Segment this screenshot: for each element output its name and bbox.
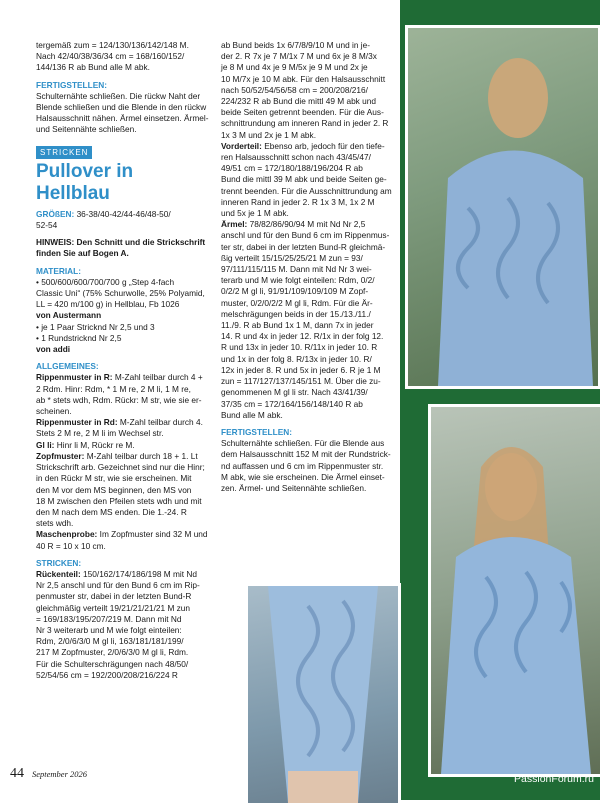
col2-line: ren Halsausschnitt schon nach 43/45/47/ xyxy=(221,152,371,163)
col2-line: 49/51 cm = 172/180/188/196/204 R ab xyxy=(221,163,363,174)
allgemein-line: Stets 2 M re, 2 M li im Wechsel str. xyxy=(36,428,164,439)
material-heading: MATERIAL: xyxy=(36,265,82,276)
col2-line: 1x 3 M und 2x je 1 M abk. xyxy=(221,129,317,140)
col2-line: Ärmel: 78/82/86/90/94 M mit Nd Nr 2,5 xyxy=(221,219,366,230)
col2-line: inneren Rand in jeder 2. R 1x 3 M, 1x 2 M xyxy=(221,196,375,207)
sizes-values: 36-38/40-42/44-46/48-50/ xyxy=(74,208,171,219)
page-footer xyxy=(10,766,87,782)
col2-line: je 8 M und 4x je 9 M/5x je 9 M und 2x je xyxy=(221,62,368,73)
col2-line: 10 M/7x je 10 M abk. Für den Halsausschnitt xyxy=(221,73,386,84)
fertigstellen-heading: FERTIGSTELLEN: xyxy=(36,79,107,90)
model-photo-front xyxy=(428,404,600,777)
intro-line: tergemäß zum = 124/130/136/142/148 M. xyxy=(36,40,189,50)
allgemein-line: Zopfmuster: M-Zahl teilbar durch 18 + 1. Lt xyxy=(36,450,198,461)
allgemein-line: 40 R = 10 x 10 cm. xyxy=(36,540,106,551)
issue-date: September 2026 xyxy=(32,769,88,779)
allgemein-line: 18 M zwischen den Pfeilen stets wdh und mit xyxy=(36,495,202,506)
fertig-line: nd auffassen und 6 cm im Rippenmuster str. xyxy=(221,460,384,471)
allgemein-line: Gl li: Hinr li M, Rückr re M. xyxy=(36,439,135,450)
allgemein-line: scheinen. xyxy=(36,406,72,417)
allgemein-line: Rippenmuster in R: M-Zahl teilbar durch 4 + xyxy=(36,372,203,383)
col2-line: 11./9. R ab Bund 1x 1 M, dann 7x in jeder xyxy=(221,320,374,331)
allgemein-line: in den Rückr M str, wie sie erscheinen. Mit xyxy=(36,473,192,484)
material-line: Classic Uni“ (75% Schurwolle, 25% Polyamid, xyxy=(36,288,205,299)
model-photo-back xyxy=(405,25,600,389)
allgemein-line: Strickschrift arb. Gezeichnet sind nur die Hinr; xyxy=(36,462,205,473)
col2-line: trennt beenden. Für die Ausschnittrundung am xyxy=(221,185,392,196)
col2-line: 0/2/2 M gl li, 91/91/109/109/109 M Zopf- xyxy=(221,286,369,297)
stricken-line: Nr 3 weiterarb und M wie folgt einteilen: xyxy=(36,624,182,635)
col2-line: 97/111/115/115 M. Dann mit Nd Nr 3 wei- xyxy=(221,264,372,275)
intro-line: 144/136 R ab Bund alle M abk. xyxy=(36,62,150,73)
stricken-line: Rdm, 2/0/6/3/0 M gl li, 163/181/181/199/ xyxy=(36,636,184,647)
stricken-line: = 169/183/195/207/219 M. Dann mit Nd xyxy=(36,613,182,624)
col2-line: Bund alle M abk. xyxy=(221,409,283,420)
material-line: • 1 Rundstricknd Nr 2,5 xyxy=(36,332,122,343)
col2-line: 224/232 R ab Bund die mittl 49 M abk und xyxy=(221,96,376,107)
fertig-line: zen. Ärmel- und Seitennähte schließen. xyxy=(221,482,367,493)
sizes-line xyxy=(36,209,212,220)
material-line: • je 1 Paar Stricknd Nr 2,5 und 3 xyxy=(36,321,155,332)
col2-line: anschl und für den Bund 6 cm im Rippenmus- xyxy=(221,230,390,241)
allgemeines-heading: ALLGEMEINES: xyxy=(36,361,99,372)
stricken-line: 217 M Zopfmuster, 2/0/6/3/0 M gl li, Rdm. xyxy=(36,647,189,658)
fertig-line: M abk, wie sie erscheinen. Die Ärmel einset- xyxy=(221,471,385,482)
col2-line: nach 50/52/54/56/58 cm = 200/208/216/ xyxy=(221,84,368,95)
allgemein-line: 2 Rdm. Hinr: Rdm, * 1 M re, 2 M li, 1 M re, xyxy=(36,383,191,394)
fertig-line: Schulternähte schließen. Für die Blende aus xyxy=(221,438,385,449)
allgemein-line: stets wdh. xyxy=(36,518,74,529)
col2-line: ßig verteilt 15/15/25/25/21 M zun = 93/ xyxy=(221,252,363,263)
col2-line: R und 13x in jeder 10. R/11x in jeder 10. R xyxy=(221,342,378,353)
sleeve-detail-photo xyxy=(245,583,401,806)
sleeve-illustration xyxy=(248,586,398,803)
col2-line: zun = 117/127/137/145/151 M. Über die zu- xyxy=(221,376,381,387)
col2-line: muster, 0/2/0/2/2 M gl li, Rdm. Für die Är- xyxy=(221,297,373,308)
hinweis-line: finden Sie auf Bogen A. xyxy=(36,248,129,259)
model-front-illustration xyxy=(431,407,600,774)
col2-line: ter str, dabei in der letzten Bund-R gleichmä- xyxy=(221,241,386,252)
column-2 xyxy=(221,40,393,494)
fertig-line: Blende schließen und die Blende in den rückw xyxy=(36,102,207,113)
allgemein-line: den M nach dem MS enden. Die 1.-24. R xyxy=(36,506,187,517)
sweater-back-illustration xyxy=(408,28,598,386)
stricken-line: gleichmäßig verteilt 19/21/21/21/21 M zun xyxy=(36,602,191,613)
material-line: von Austermann xyxy=(36,310,102,321)
fertig-line: Halsausschnitt nähen. Ärmel einsetzen. Ärmel- xyxy=(36,113,209,124)
fertig-line: dem Halsausschnitt 152 M mit der Rundstrick- xyxy=(221,449,391,460)
material-line: LL = 420 m/100 g) in Hellblau, Fb 1026 xyxy=(36,299,180,310)
col2-line: schnittrundung am inneren Rand in jeder 2. R xyxy=(221,118,389,129)
pattern-title: Pullover in Hellblau xyxy=(36,160,134,204)
stricken-line: 52/54/56 cm = 192/200/208/216/224 R xyxy=(36,669,178,680)
col2-line: genommenen M gl li str. Nach 43/41/39/ xyxy=(221,387,368,398)
allgemein-line: den M vor dem MS beginnen, den MS von xyxy=(36,484,192,495)
col2-line: 12x in jeder 8. R und 5x in jeder 6. R je 1 M xyxy=(221,364,381,375)
col2-line: Bund die mittl 39 M abk und beide Seiten ge- xyxy=(221,174,387,185)
watermark-text: PassionForum.ru xyxy=(514,773,594,785)
material-line: • 500/600/600/700/700 g „Step 4-fach xyxy=(36,276,175,287)
col2-line: terarb und M wie folgt einteilen: Rdm, 0/2/ xyxy=(221,275,375,286)
col2-line: ab Bund beids 1x 6/7/8/9/10 M und in je- xyxy=(221,40,370,50)
allgemein-line: ab * stets wdh, Rdm. Rückr: M str, wie sie er- xyxy=(36,394,202,405)
sizes-line: 52-54 xyxy=(36,220,58,231)
col2-line: melschrägungen beids in der 15./13./11./ xyxy=(221,308,371,319)
fertig-line: Schulternähte schließen. Die rückw Naht der xyxy=(36,90,201,101)
allgemein-line: Rippenmuster in Rd: M-Zahl teilbar durch 4. xyxy=(36,417,203,428)
col2-line: und 5x je 1 M abk. xyxy=(221,208,289,219)
col2-line: und 1x in der folg 8. R/13x in jeder 10. R/ xyxy=(221,353,372,364)
stricken-line: penmuster str, dabei in der letzten Bund-R xyxy=(36,591,192,602)
stricken-heading: STRICKEN: xyxy=(36,557,82,568)
stricken-line: Rückenteil: 150/162/174/186/198 M mit Nd xyxy=(36,568,197,579)
hinweis-line: HINWEIS: Den Schnitt und die Strickschrift xyxy=(36,237,206,248)
col2-line: Vorderteil: Ebenso arb, jedoch für den tiefe- xyxy=(221,140,385,151)
sizes-label: GRÖßEN: xyxy=(36,208,75,219)
stricken-line: Für die Schulterschrägungen nach 48/50/ xyxy=(36,658,189,669)
col2-line: beide Seiten getrennt beenden. Für die Aus- xyxy=(221,107,384,118)
column-1 xyxy=(36,40,212,681)
stricken-label: STRICKEN xyxy=(36,146,92,159)
fertig-line: und Seitennähte schließen. xyxy=(36,124,137,135)
intro-line: Nach 42/40/38/36/34 cm = 168/160/152/ xyxy=(36,51,185,62)
col2-line: der 2. R 7x je 7 M/1x 7 M und 6x je 8 M/3x xyxy=(221,51,377,62)
col2-line: 14. R und 4x in jeder 12. R/1x in der folg 12. xyxy=(221,331,384,342)
page-number: 44 xyxy=(10,766,24,781)
stricken-line: Nr 2,5 anschl und für den Bund 6 cm im Rip- xyxy=(36,580,200,591)
allgemein-line: Maschenprobe: Im Zopfmuster sind 32 M und xyxy=(36,529,208,540)
fertigstellen-heading-2: FERTIGSTELLEN: xyxy=(221,426,292,437)
material-line: von addi xyxy=(36,344,71,355)
col2-line: 37/35 cm = 172/164/156/148/140 R ab xyxy=(221,398,363,409)
